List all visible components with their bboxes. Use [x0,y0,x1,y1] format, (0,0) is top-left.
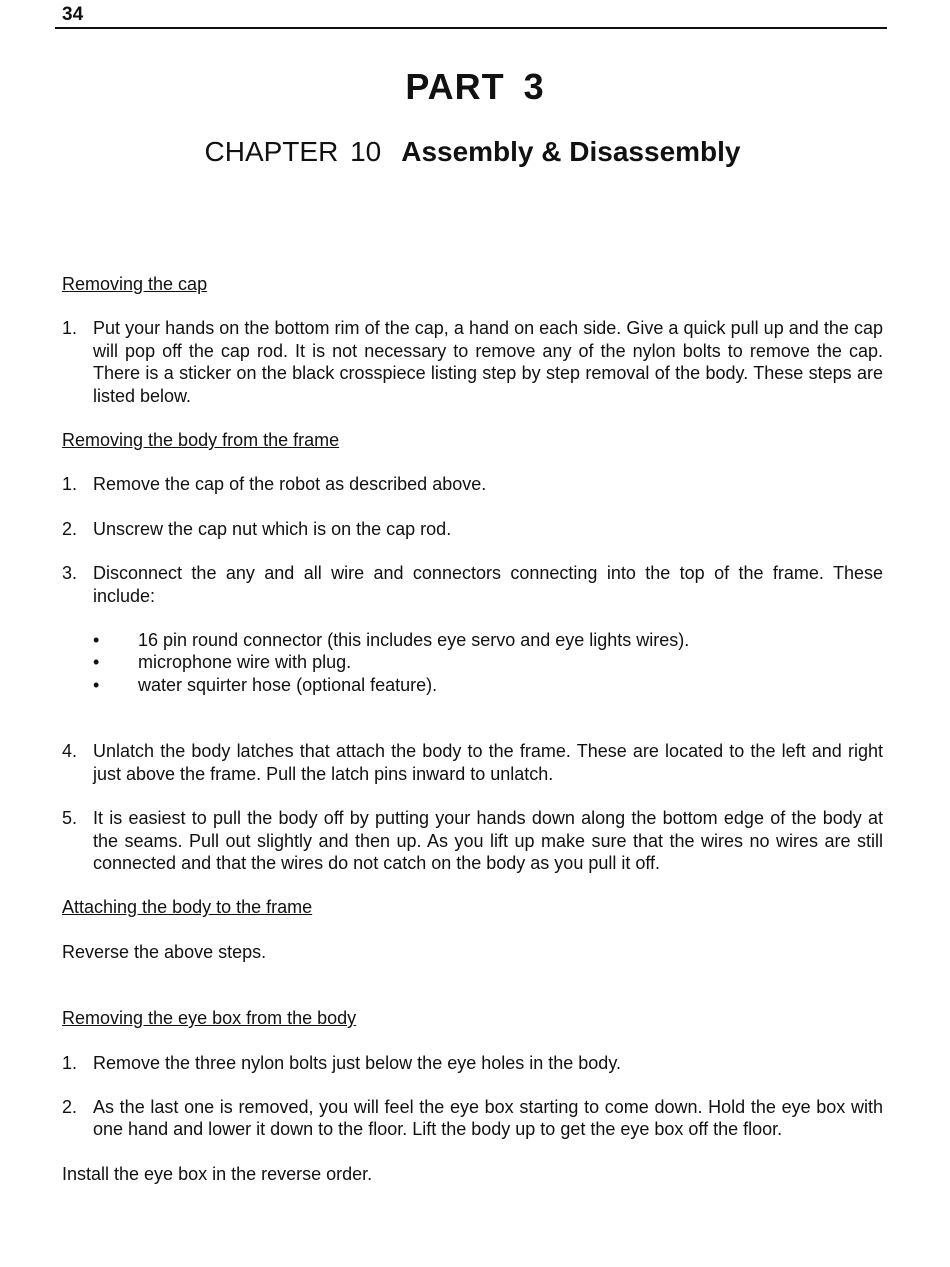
page-number: 34 [62,4,84,25]
list-number: 2. [62,518,78,539]
list-item [62,473,883,495]
list-text: Remove the three nylon bolts just below the eye holes in the body. [93,1052,621,1073]
paragraph: Reverse the above steps. [62,941,267,962]
document-body [62,273,883,1207]
list-text: Unscrew the cap nut which is on the cap rod. [93,518,452,539]
list-text: As the last one is removed, you will feel the eye box starting to come down. Hold the eye box with one hand and lower it down to the floor. Lift the body up to get the eye box off the floor. [93,1096,883,1140]
list-text: Put your hands on the bottom rim of the cap, a hand on each side. Give a quick pull up and the cap will pop off the cap rod. It is not necessary to remove any of the nylon bolts to remove the cap. There is a sticker on the black crosspiece listing step by step removal of the body. These steps are listed below. [93,318,883,406]
section-heading-removing-eye-box: Removing the eye box from the body [62,1008,357,1029]
list-number: 3. [62,563,78,584]
list-number: 4. [62,741,78,762]
bullet-item [62,651,883,673]
list-text: Remove the cap of the robot as described above. [93,474,487,495]
paragraph: Install the eye box in the reverse order. [62,1163,373,1184]
list-item [62,317,883,407]
header-rule [55,27,887,29]
chapter-name: Assembly & Disassembly [401,136,741,167]
bullet-list [62,629,883,696]
list-number: 1. [62,318,78,339]
bullet-text: water squirter hose (optional feature). [138,674,438,695]
list-item [62,740,883,785]
bullet-dot: • [93,674,100,695]
section-heading-attaching-body: Attaching the body to the frame [62,897,313,918]
list-number: 1. [62,474,78,495]
list-item [62,518,883,540]
list-item [62,1096,883,1141]
list-number: 1. [62,1052,78,1073]
list-text: Unlatch the body latches that attach the body to the frame. These are located to the left and right just above the frame. Pull the latch pins inward to unlatch. [93,741,883,784]
chapter-title [0,136,945,168]
bullet-dot: • [93,630,100,651]
bullet-item [62,629,883,651]
bullet-dot: • [93,652,100,673]
part-title: PART 3 [405,66,545,107]
list-text: It is easiest to pull the body off by putting your hands down along the bottom edge of the body at the seams. Pull out slightly and then up. As you lift up make sure that the wires no wires are still connected and that the wires do not catch on the body as you pull it off. [93,808,883,873]
list-item [62,562,883,607]
list-text: Disconnect the any and all wire and connectors connecting into the top of the frame. These include: [93,563,883,606]
bullet-text: microphone wire with plug. [138,652,352,673]
bullet-item [62,674,883,696]
section-heading-removing-body: Removing the body from the frame [62,430,340,451]
list-item [62,807,883,874]
bullet-text: 16 pin round connector (this includes eye servo and eye lights wires). [138,630,690,651]
list-item [62,1052,883,1074]
list-number: 5. [62,808,78,829]
chapter-label: CHAPTER 10 [204,136,382,167]
section-heading-removing-cap: Removing the cap [62,274,208,294]
list-number: 2. [62,1096,78,1117]
